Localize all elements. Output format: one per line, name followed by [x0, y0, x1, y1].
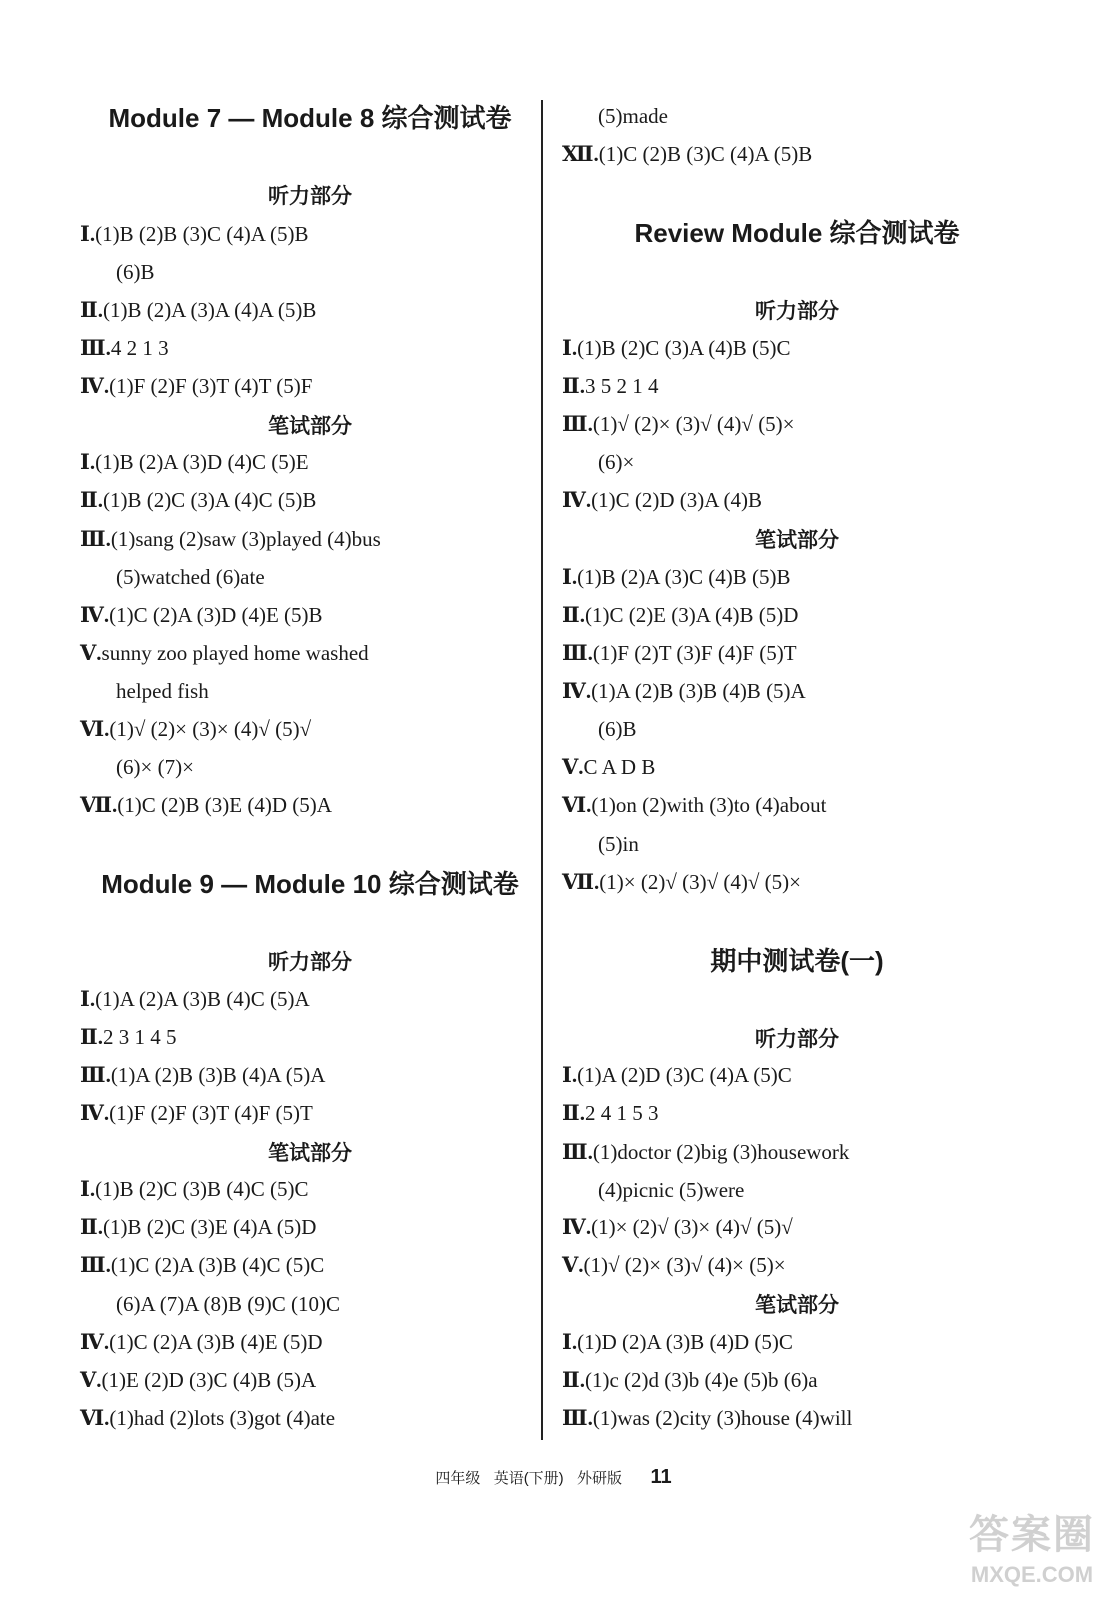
answer-line: Ⅲ.(1)was (2)city (3)house (4)will [562, 1406, 853, 1430]
footer-grade: 四年级 [435, 1470, 481, 1487]
listening-heading: 听力部分 [755, 1028, 839, 1051]
answer-line: Ⅱ.2 4 1 5 3 [562, 1101, 659, 1125]
footer-edition: 外研版 [577, 1470, 623, 1487]
section-title-midterm: 期中测试卷(一) [710, 946, 884, 976]
answer-line: Ⅰ.(1)D (2)A (3)B (4)D (5)C [562, 1330, 793, 1354]
answer-line: Ⅴ.(1)√ (2)× (3)√ (4)× (5)× [562, 1253, 786, 1277]
section-title-module7-8: Module 7 — Module 8 综合测试卷 [108, 103, 512, 133]
answer-line: helped fish [116, 679, 209, 703]
answer-line: Ⅱ.3 5 2 1 4 [562, 374, 659, 398]
answer-line: Ⅰ.(1)B (2)A (3)D (4)C (5)E [80, 450, 309, 474]
section-title-review: Review Module 综合测试卷 [634, 218, 960, 248]
listening-heading: 听力部分 [755, 300, 839, 323]
answer-line: Ⅰ.(1)B (2)C (3)A (4)B (5)C [562, 336, 791, 360]
answer-line: (6)× (7)× [116, 755, 194, 779]
answer-line: Ⅳ.(1)A (2)B (3)B (4)B (5)A [562, 679, 806, 703]
answer-line: Ⅰ.(1)A (2)A (3)B (4)C (5)A [80, 987, 310, 1011]
column-divider [541, 100, 543, 1440]
listening-heading: 听力部分 [268, 951, 352, 974]
answer-line: Ⅰ.(1)B (2)C (3)B (4)C (5)C [80, 1177, 309, 1201]
answer-line: Ⅶ.(1)× (2)√ (3)√ (4)√ (5)× [562, 870, 801, 894]
answer-line: Ⅻ.(1)C (2)B (3)C (4)A (5)B [562, 142, 813, 166]
answer-line: Ⅱ.(1)B (2)A (3)A (4)A (5)B [80, 298, 317, 322]
page-number: 11 [650, 1466, 672, 1488]
answer-line: Ⅳ.(1)C (2)A (3)B (4)E (5)D [80, 1330, 323, 1354]
answer-line: Ⅵ.(1)had (2)lots (3)got (4)ate [80, 1406, 336, 1430]
writing-heading: 笔试部分 [268, 415, 352, 438]
answer-line: Ⅱ.(1)C (2)E (3)A (4)B (5)D [562, 603, 799, 627]
answer-line: Ⅳ.(1)F (2)F (3)T (4)T (5)F [80, 374, 313, 398]
answer-line: Ⅵ.(1)on (2)with (3)to (4)about [562, 793, 827, 817]
answer-line: Ⅵ.(1)√ (2)× (3)× (4)√ (5)√ [80, 717, 312, 741]
answer-line: Ⅳ.(1)F (2)F (3)T (4)F (5)T [80, 1101, 313, 1125]
answer-line: Ⅴ.sunny zoo played home washed [80, 641, 369, 665]
footer-subject: 英语(下册) [493, 1470, 564, 1487]
answer-line: Ⅱ.2 3 1 4 5 [80, 1025, 177, 1049]
answer-line: Ⅳ.(1)C (2)A (3)D (4)E (5)B [80, 603, 323, 627]
answer-line: (4)picnic (5)were [598, 1178, 745, 1202]
answer-line: Ⅲ.(1)√ (2)× (3)√ (4)√ (5)× [562, 412, 795, 436]
page-footer [0, 1466, 1107, 1489]
answer-line: Ⅲ.(1)C (2)A (3)B (4)C (5)C [80, 1253, 325, 1277]
answer-line: Ⅲ.(1)A (2)B (3)B (4)A (5)A [80, 1063, 326, 1087]
watermark-logo [969, 1503, 1095, 1588]
answer-line: Ⅰ.(1)B (2)B (3)C (4)A (5)B [80, 222, 309, 246]
answer-line: Ⅴ.C A D B [562, 755, 656, 779]
answer-line: (5)in [598, 832, 639, 856]
answer-line: (5)watched (6)ate [116, 565, 265, 589]
answer-line: Ⅲ.(1)F (2)T (3)F (4)F (5)T [562, 641, 797, 665]
answer-line: Ⅲ.(1)sang (2)saw (3)played (4)bus [80, 527, 381, 551]
writing-heading: 笔试部分 [268, 1142, 352, 1165]
answer-line: Ⅱ.(1)B (2)C (3)E (4)A (5)D [80, 1215, 317, 1239]
answer-line: Ⅰ.(1)A (2)D (3)C (4)A (5)C [562, 1063, 792, 1087]
answer-line: Ⅴ.(1)E (2)D (3)C (4)B (5)A [80, 1368, 317, 1392]
answer-line: (5)made [598, 104, 668, 128]
writing-heading: 笔试部分 [755, 1294, 839, 1317]
answer-line: Ⅲ.(1)doctor (2)big (3)housework [562, 1140, 850, 1164]
watermark-url: MXQE.COM [970, 1562, 1094, 1587]
answer-line: Ⅰ.(1)B (2)A (3)C (4)B (5)B [562, 565, 791, 589]
answer-line: Ⅳ.(1)× (2)√ (3)× (4)√ (5)√ [562, 1215, 793, 1239]
section-title-module9-10: Module 9 — Module 10 综合测试卷 [101, 869, 519, 899]
answer-line: Ⅳ.(1)C (2)D (3)A (4)B [562, 488, 762, 512]
watermark-text: 答案圈 [969, 1512, 1095, 1558]
answer-line: (6)B [598, 717, 637, 741]
answer-line: Ⅱ.(1)B (2)C (3)A (4)C (5)B [80, 488, 317, 512]
writing-heading: 笔试部分 [755, 529, 839, 552]
answer-line: (6)B [116, 260, 155, 284]
listening-heading: 听力部分 [268, 185, 352, 208]
answer-line: (6)A (7)A (8)B (9)C (10)C [116, 1292, 340, 1316]
answer-line: Ⅲ.4 2 1 3 [80, 336, 169, 360]
answer-line: (6)× [598, 450, 635, 474]
answer-line: Ⅱ.(1)c (2)d (3)b (4)e (5)b (6)a [562, 1368, 818, 1392]
answer-line: Ⅶ.(1)C (2)B (3)E (4)D (5)A [80, 793, 332, 817]
